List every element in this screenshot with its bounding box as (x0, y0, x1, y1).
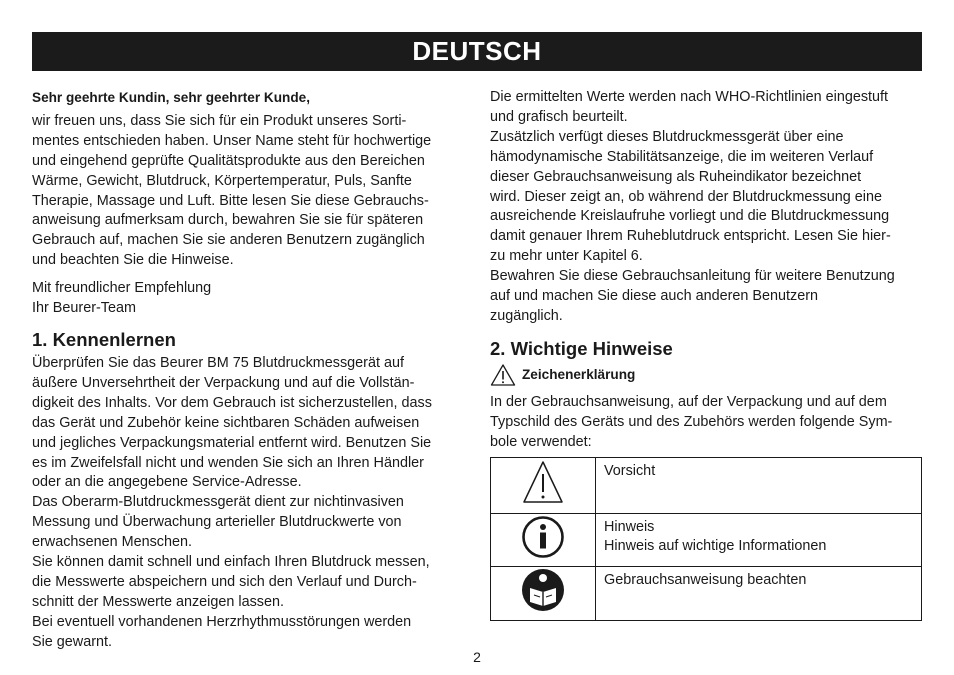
intro-paragraph: wir freuen uns, dass Sie sich für ein Produkt unseres Sorti- mentes entschieden haben. Unser Name steht für hochwertige und eingehend geprüfte Qualitätsprodukte aus den Bereichen Wärme, Gewicht, Blutdruck, Körpertemperatur, Puls, Sanfte Therapie, Massage und Luft. Bitte lesen Sie diese Gebrauchs- anweisung aufmerksam durch, bewahren Sie sie für späteren Gebrauch auf, machen Sie sie anderen Benutzern zugänglich und beachten Sie die Hinweise. (32, 112, 432, 269)
salutation: Sehr geehrte Kundin, sehr geehrter Kunde, (32, 90, 310, 105)
symbol-description: Vorsicht (596, 457, 922, 513)
symbol-icon-cell (491, 567, 596, 621)
section-heading-kennenlernen: 1. Kennenlernen (32, 328, 176, 350)
symbol-icon-cell (491, 457, 596, 513)
language-banner: DEUTSCH (32, 32, 922, 71)
symbols-label: Zeichenerklärung (522, 366, 636, 382)
symbols-label-row (490, 363, 922, 387)
section-heading-wichtige-hinweise: 2. Wichtige Hinweise (490, 337, 673, 359)
symbol-icon-cell (491, 513, 596, 567)
left-column (32, 88, 464, 653)
warning-triangle-icon (521, 459, 565, 505)
symbol-description: Gebrauchsanweisung beachten (596, 567, 922, 621)
who-paragraph: Die ermittelten Werte werden nach WHO-Richtlinien eingestuft und grafisch beurteilt. Zusätzlich verfügt dieses Blutdruckmessgerät über eine hämodynamische Stabilitätsanzeige, die im weiteren Verlauf dieser Gebrauchsanweisung als Ruheindikator bezeichnet wird. Dieser zeigt an, ob während der Blutdruckmessung eine ausreichende Kreislaufruhe vorliegt und die Blutdruckmessung damit genauer Ihrem Ruheblutdruck entspricht. Lesen Sie hier- zu mehr unter Kapitel 6. Bewahren Sie diese Gebrauchsanleitung für weitere Benutzung auf und machen Sie diese auch anderen Benutzern zugänglich. (490, 89, 895, 324)
symbol-description: Hinweis Hinweis auf wichtige Informationen (596, 513, 922, 567)
read-manual-icon (521, 568, 565, 612)
symbols-intro: In der Gebrauchsanweisung, auf der Verpackung und auf dem Typschild des Geräts und des Zubehörs werden folgende Sym- bole verwendet: (490, 393, 893, 450)
table-row (491, 457, 922, 513)
symbols-table (490, 457, 922, 622)
closing-paragraph: Mit freundlicher Empfehlung Ihr Beurer-Team (32, 280, 212, 317)
info-circle-icon (521, 515, 565, 559)
warning-triangle-icon (490, 363, 516, 387)
section1-paragraph: Überprüfen Sie das Beurer BM 75 Blutdruckmessgerät auf äußere Unversehrtheit der Verpackung und auf die Vollstän- digkeit des Inhalts. Vor dem Gebrauch ist sicherzustellen, dass das Gerät und Zubehör keine sichtbaren Schäden aufweisen und jegliches Verpackungsmaterial entfernt wird. Benutzen Sie es im Zweifelsfall nicht und wenden Sie sich an Ihren Händler oder an die angegebene Service-Adresse. Das Oberarm-Blutdruckmessgerät dient zur nichtinvasiven Messung und Überwachung arterieller Blutdruckwerte von erwachsenen Menschen. Sie können damit schnell und einfach Ihren Blutdruck messen, die Messwerte abspeichern und sich den Verlauf und Durch- schnitt der Messwerte anzeigen lassen. Bei eventuell vorhandenen Herzrhythmusstörungen werden Sie gewarnt. (32, 354, 432, 650)
table-row (491, 513, 922, 567)
page-number: 2 (473, 649, 481, 665)
table-row (491, 567, 922, 621)
right-column (490, 88, 922, 621)
